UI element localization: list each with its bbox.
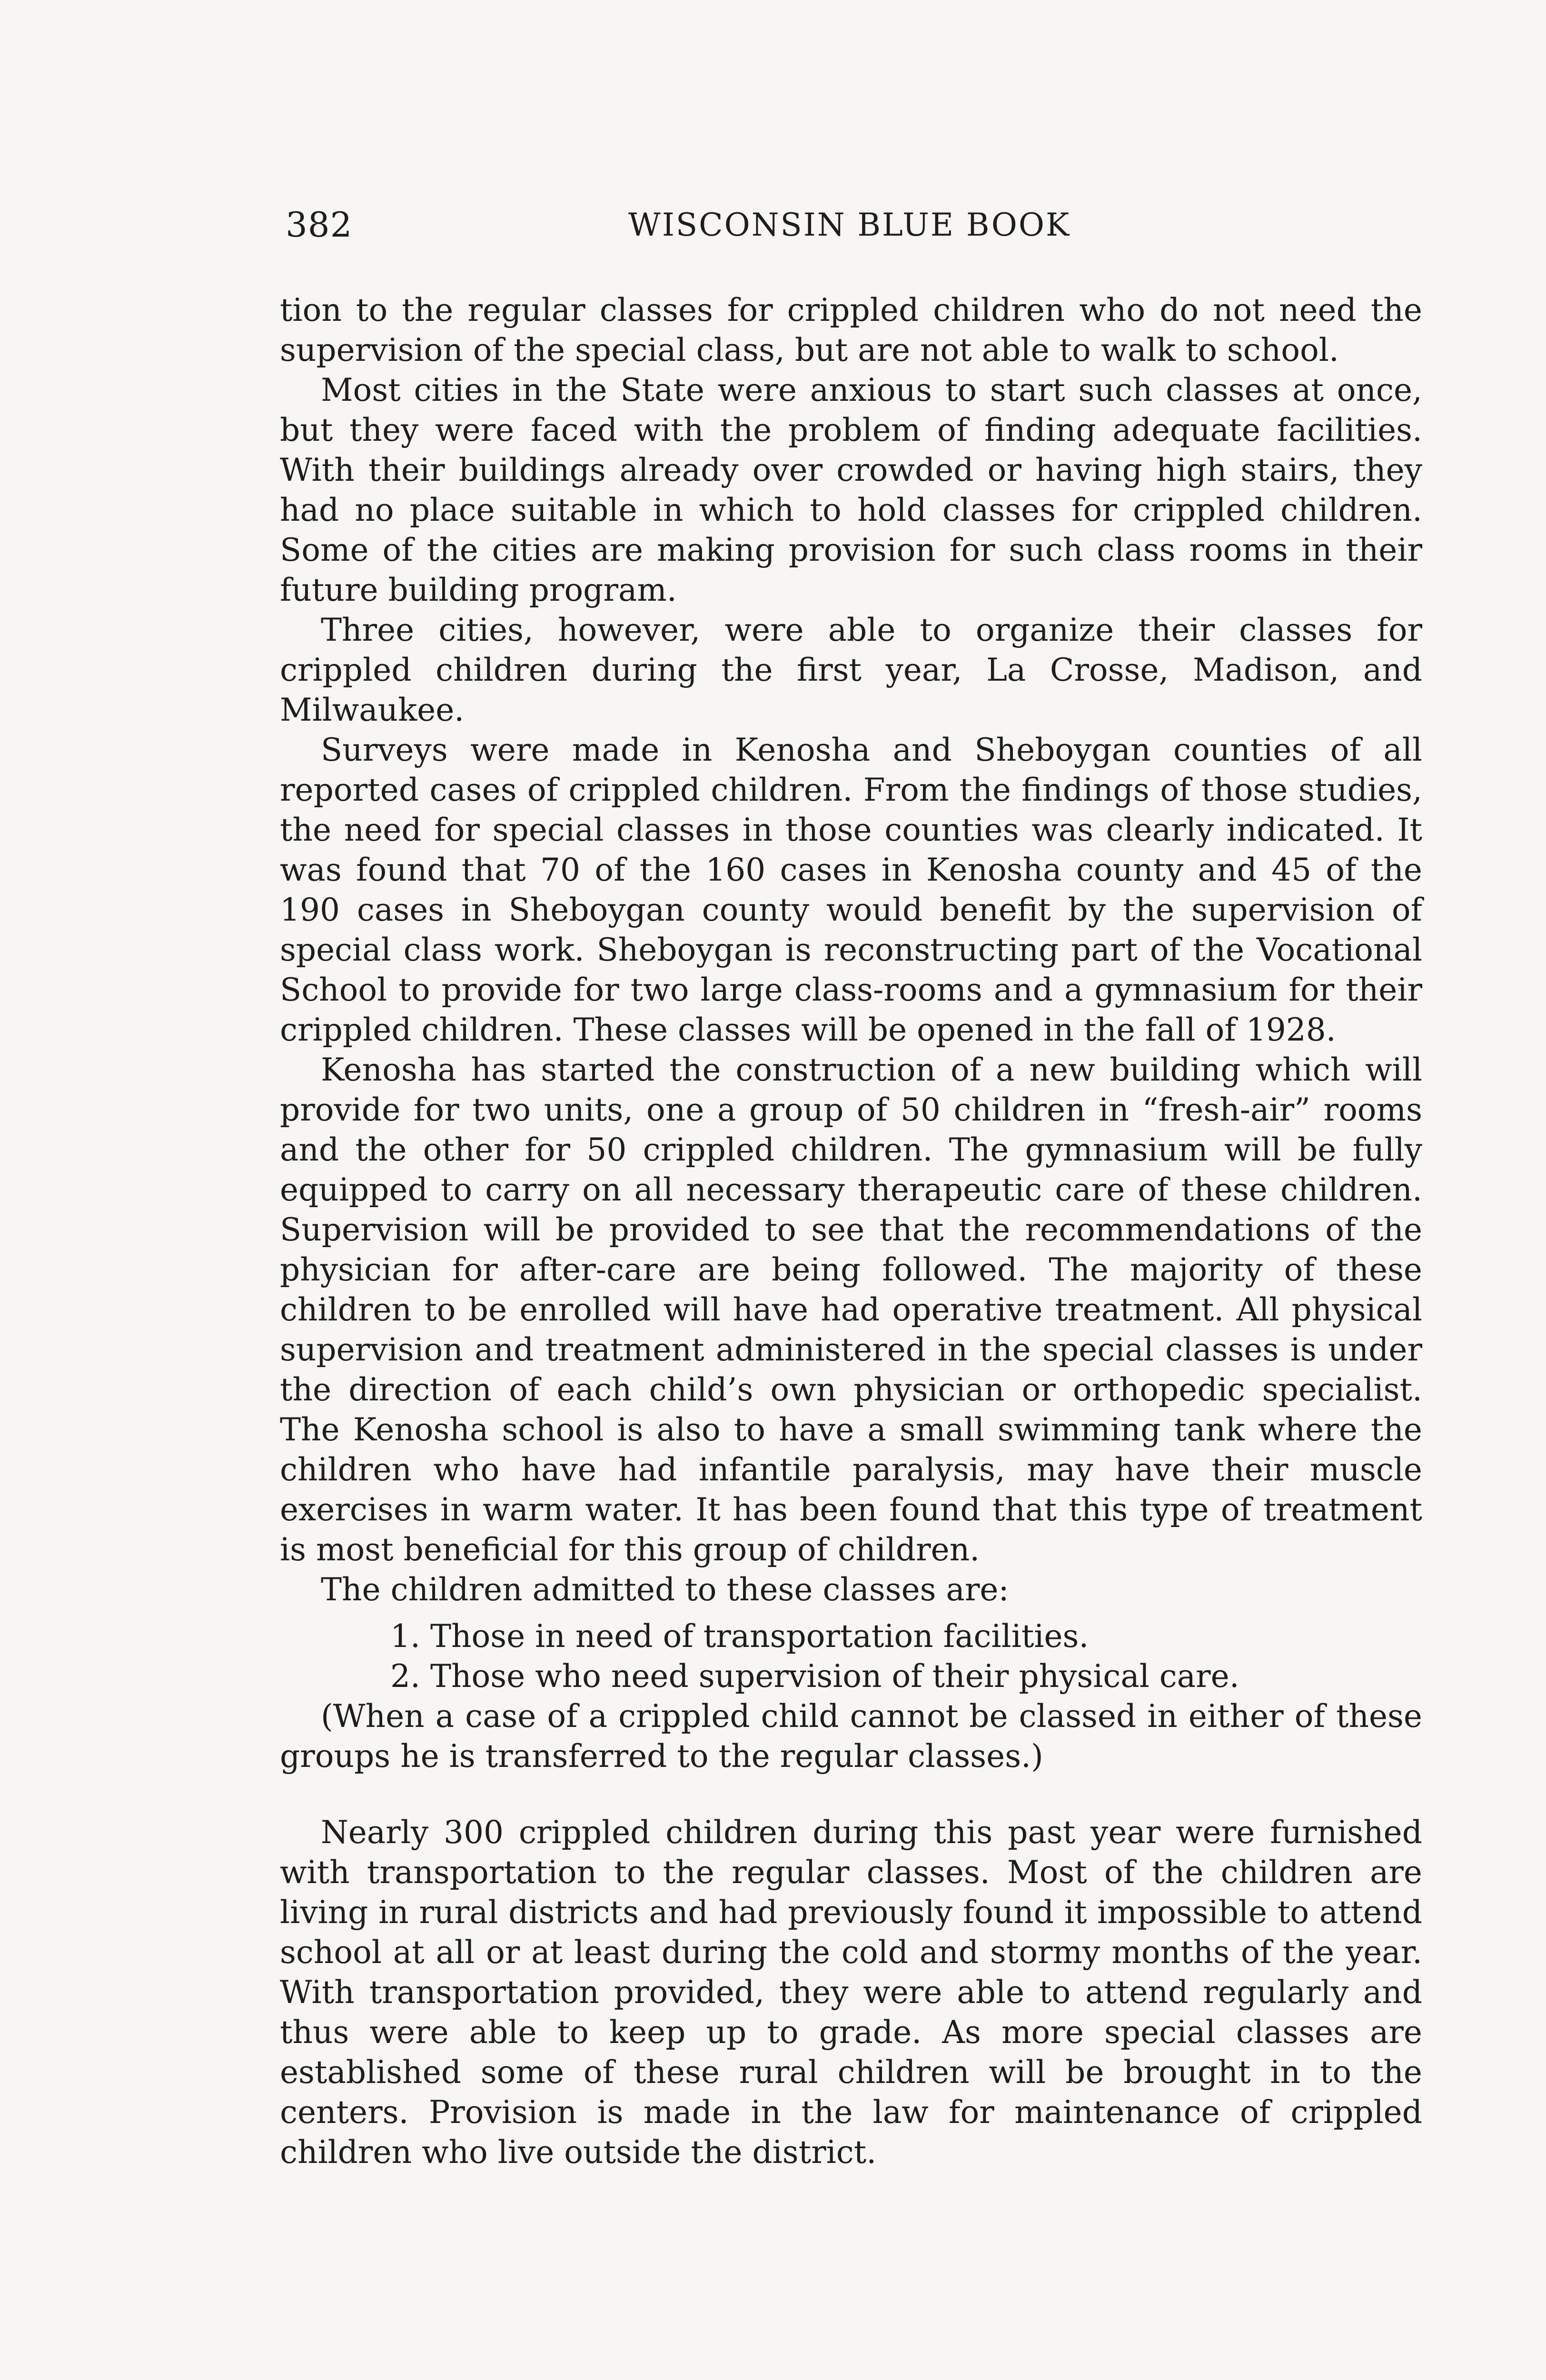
paragraph-admission-intro: The children admitted to these classes are: bbox=[321, 1571, 1009, 1608]
page-number: 382 bbox=[286, 205, 353, 245]
list-item: 1. Those in need of transportation facilities. bbox=[390, 1618, 1089, 1655]
paragraph-three-cities: Three cities, however, were able to organize their classes for crippled children during the first year, La Crosse, Madison, and Milwaukee. bbox=[280, 612, 1422, 728]
paragraph-classification-note: (When a case of a crippled child cannot be classed in either of these groups he is transferred to the regular classes.) bbox=[280, 1698, 1422, 1775]
paragraph-kenosha: Kenosha has started the construction of a new building which will provide for two units, one a group of 50 children in “fresh-air” rooms and the other for 50 crippled children. The gymnasium will be fully equipped to carry on all necessary therapeutic care of these children. Supervision will be provided to see that the recommendations of the physician for after-care are being followed. The majority of these children to be enrolled will have had operative treatment. All physical supervision and treatment administered in the special classes is under the direction of each child’s own physician or orthopedic specialist. The Kenosha school is also to have a small swimming tank where the children who have had infantile paralysis, may have their muscle exercises in warm water. It has been found that this type of treatment is most beneficial for this group of children. bbox=[280, 1051, 1422, 1568]
paragraph-surveys: Surveys were made in Kenosha and Sheboygan counties of all reported cases of crippled children. From the findings of those studies, the need for special classes in those counties was clearly indicated. It was found that 70 of the 160 cases in Kenosha county and 45 of the 190 cases in Sheboygan county would benefit by the supervision of special class work. Sheboygan is reconstructing part of the Vocational School to provide for two large class-rooms and a gymnasium for their crippled children. These classes will be opened in the fall of 1928. bbox=[280, 732, 1422, 1048]
body-text bbox=[280, 290, 1422, 2172]
page-header bbox=[286, 205, 1423, 257]
paragraph-facilities: Most cities in the State were anxious to start such classes at once, but they were faced with the problem of finding adequate facilities. With their buildings already over crowded or having high stairs, they had no place suitable in which to hold classes for crippled children. Some of the cities are making provision for such class rooms in their future building program. bbox=[280, 372, 1422, 608]
spacer bbox=[280, 1610, 1422, 1616]
running-title: WISCONSIN BLUE BOOK bbox=[628, 207, 1071, 243]
paragraph-transportation: Nearly 300 crippled children during this past year were furnished with transportation to the regular classes. Most of the children are living in rural districts and had previously found it impossible to attend school at all or at least during the cold and stormy months of the year. With transportation provided, they were able to attend regularly and thus were able to keep up to grade. As more special classes are established some of these rural children will be brought in to the centers. Provision is made in the law for maintenance of crippled children who live outside the district. bbox=[280, 1814, 1422, 2171]
paragraph-continuation: tion to the regular classes for crippled children who do not need the supervision of the special class, but are not able to walk to school. bbox=[280, 292, 1422, 368]
admission-list bbox=[280, 1616, 1422, 1696]
spacer bbox=[280, 1776, 1422, 1813]
list-item: 2. Those who need supervision of their physical care. bbox=[390, 1658, 1239, 1695]
